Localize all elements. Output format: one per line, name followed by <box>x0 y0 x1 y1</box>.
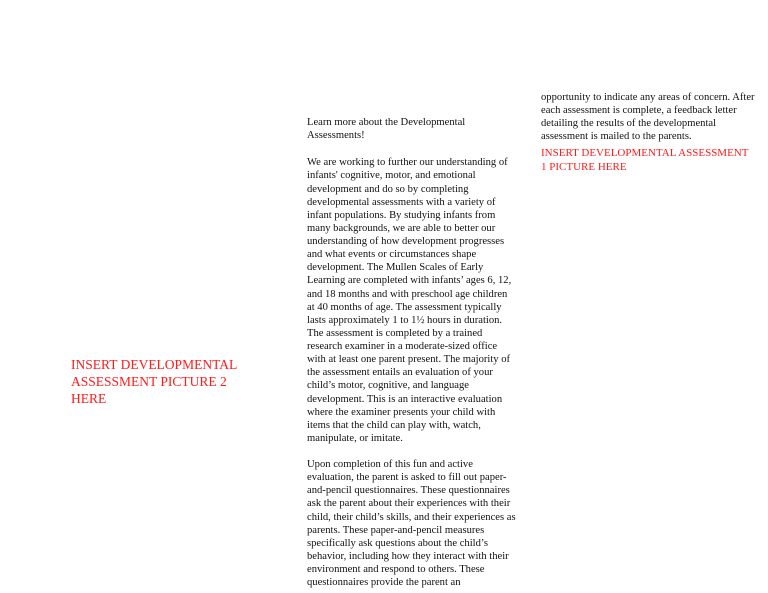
continuation-paragraph: opportunity to indicate any areas of concern. After each assessment is complete, a feedback letter detailing the results of the developmental assessment is mailed to the parents. <box>541 92 755 143</box>
right-column <box>541 91 756 144</box>
picture-1-placeholder: INSERT DEVELOPMENTAL ASSESSMENT 1 PICTURE HERE <box>541 147 749 173</box>
intro-paragraph: We are working to further our understanding of infants' cognitive, motor, and emotional development and do so by completing developmental assessments with a variety of infant populations. By studying infants from many backgrounds, we are able to better our understanding of how development progresses and what events or circumstances shape development. The Mullen Scales of Early Learning are completed with infants’ ages 6, 12, and 18 months and with preschool age children at 40 months of age. The assessment typically lasts approximately 1 to 1½ hours in duration. The assessment is completed by a trained research examiner in a moderate-sized office with at least one parent present. The majority of the assessment entails an evaluation of your child’s motor, cognitive, and language development. This is an interactive evaluation where the examiner presents your child with items that the child can play with, watch, manipulate, or imitate. <box>307 157 512 444</box>
section-heading: Learn more about the Developmental Assessments! <box>307 117 466 142</box>
questionnaire-paragraph: Upon completion of this fun and active evaluation, the parent is asked to fill out paper-and-pencil questionnaires. These questionnaires ask the parent about their experiences with their child, their child’s skills, and their experiences as parents. These paper-and-pencil measures specifically ask questions about the child’s behavior, including how they interact with their environment and respond to others. These questionnaires provide the parent an <box>307 459 516 589</box>
picture-2-placeholder: INSERT DEVELOPMENTAL ASSESSMENT PICTURE 2 HERE <box>71 357 237 406</box>
middle-column <box>307 116 517 589</box>
